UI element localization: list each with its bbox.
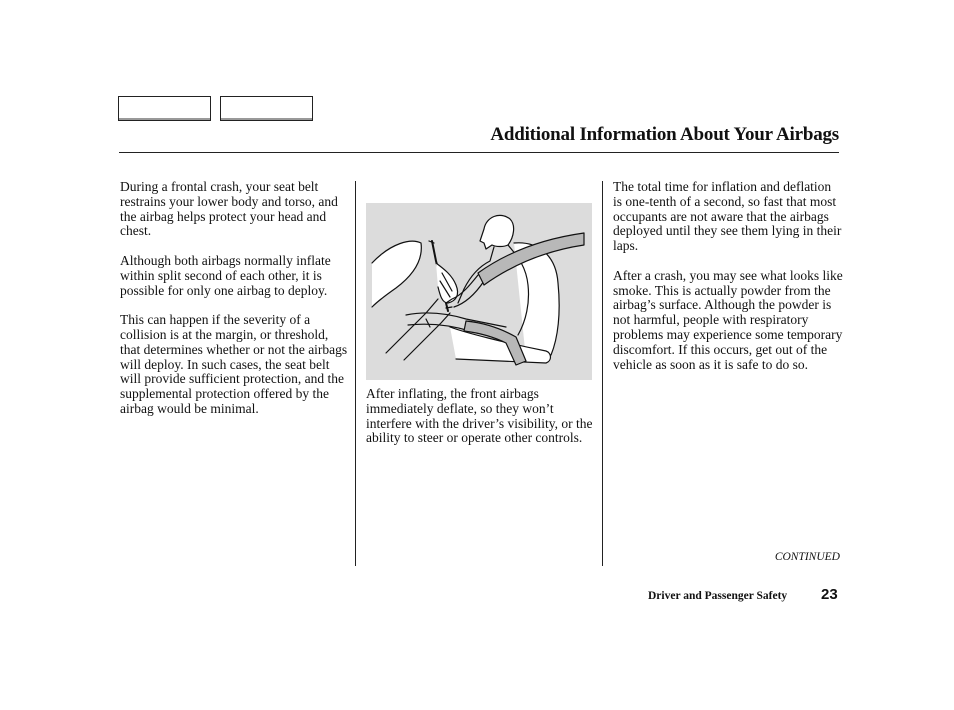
continued-label: CONTINUED bbox=[774, 551, 840, 563]
paragraph: This can happen if the severity of a collision is at the margin, or threshold, that determines whether or not the airbags will deploy. In such cases, the seat belt will provide sufficient protection, and the supplemental protection offered by the airbag would be minimal. bbox=[120, 312, 348, 416]
nav-button-next[interactable] bbox=[220, 96, 313, 121]
paragraph: After a crash, you may see what looks like smoke. This is actually powder from the airbag’s surface. Although the powder is not harmful, people with respiratory problems may experience some temporary discomfort. If this occurs, get out of the vehicle as soon as it is safe to do so. bbox=[613, 267, 843, 372]
paragraph: After inflating, the front airbags immediately deflate, so they won’t interfere with the driver’s visibility, or the ability to steer or operate other controls. bbox=[366, 386, 593, 446]
paragraph: The total time for inflation and deflation is one-tenth of a second, so fast that most occupants are not aware that the airbags deployed until they see them lying in their laps. bbox=[613, 179, 842, 254]
column-divider bbox=[355, 181, 356, 566]
paragraph: During a frontal crash, your seat belt restrains your lower body and torso, and the airbag helps protect your head and chest. bbox=[120, 179, 338, 239]
title-rule bbox=[119, 152, 839, 153]
column-middle bbox=[366, 387, 596, 461]
column-divider bbox=[602, 181, 603, 566]
page-number: 23 bbox=[821, 586, 838, 603]
nav-button-previous[interactable] bbox=[118, 96, 211, 121]
column-left bbox=[120, 180, 350, 432]
page-title: Additional Information About Your Airbags bbox=[490, 124, 839, 145]
paragraph: Although both airbags normally inflate within split second of each other, it is possible for only one airbag to deploy. bbox=[120, 252, 331, 298]
column-right bbox=[613, 180, 843, 387]
driver-airbag-illustration bbox=[366, 203, 592, 380]
footer-section-title: Driver and Passenger Safety bbox=[648, 590, 788, 602]
airbag-deflated-illustration bbox=[366, 203, 592, 380]
